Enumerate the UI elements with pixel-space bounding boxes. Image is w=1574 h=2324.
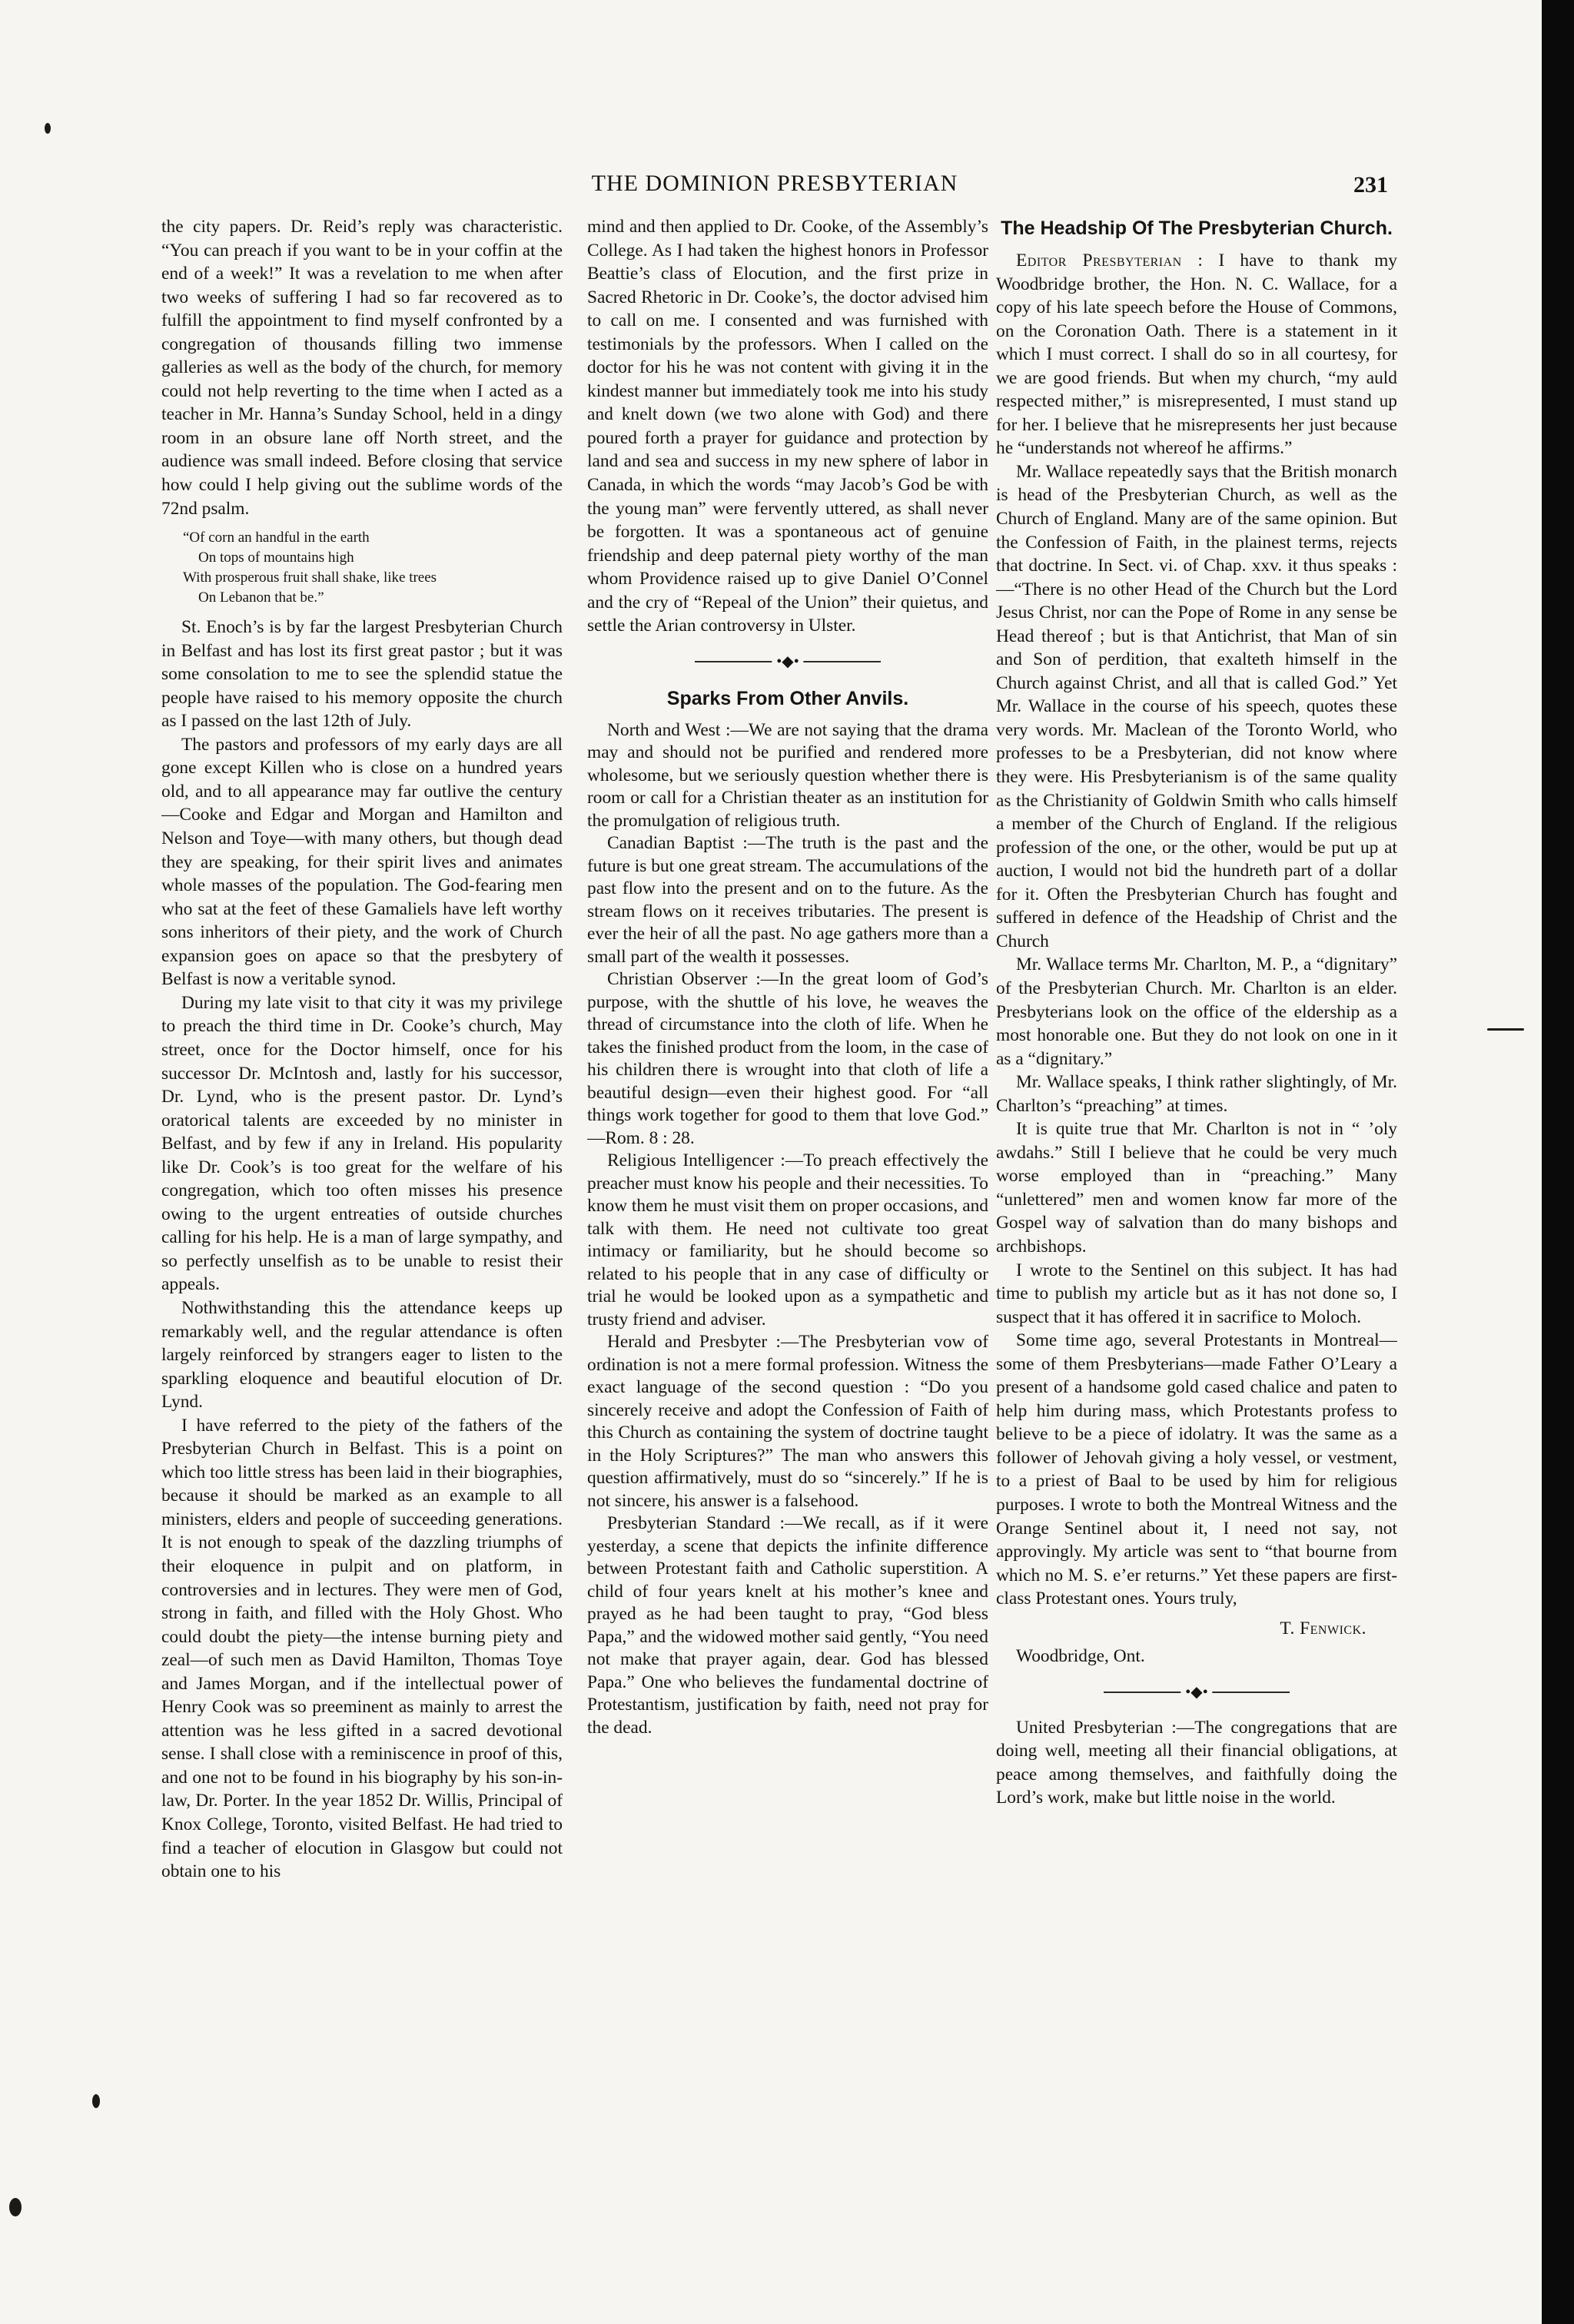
section-divider <box>996 1682 1397 1702</box>
paragraph: During my late visit to that city it was my privilege to preach the third time in Dr. Cooke’s church, May street, once for the Doctor himself, once for his successor Dr. McIntosh and, lastly for his successor, Dr. Lynd, who is the present pastor. Dr. Lynd’s oratorical talents are exceeded by no minister in Belfast, and by few if any in Ireland. His popularity like Dr. Cook’s is too great for the welfare of his congregation, which too often misses his presence owing to the urgent entreaties of outside churches calling for his help. He is a man of large sympathy, and so perfectly unselfish as to be unable to resist their appeals. <box>161 992 563 1295</box>
paragraph: The pastors and professors of my early days are all gone except Killen who is close on a hundred years old, and to all appearance may far outlive the century—Cooke and Edgar and Morgan and Hamilton and Nelson and Toye—with many others, but though dead they are speaking, for their spirit lives and animates whole masses of the population. The God-fearing men who sat at the feet of these Gamaliels have left worthy sons inheritors of their piety, and the work of Church expansion goes on apace so that the presbytery of Belfast is now a veritable synod. <box>161 734 563 990</box>
paragraph: It is quite true that Mr. Charlton is not in “ ’oly awdahs.” Still I believe that he could be very much worse employed than in “preaching.” Many “unlettered” men and women know far more of the Gospel way of salvation than do many bishops and archbishops. <box>996 1119 1397 1257</box>
paragraph: Mr. Wallace terms Mr. Charlton, M. P., a “dignitary” of the Presbyterian Church. Mr. Charlton is an elder. Presbyterians look on the office of the eldership as a most honorable one. But they do not look on one in it as a “dignitary.” <box>996 954 1397 1069</box>
quote-united-presbyterian: United Presbyterian :—The congregations that are doing well, meeting all their financial obligations, at peace among themselves, and faithfully doing the Lord’s work, make but little noise in the world. <box>996 1717 1397 1808</box>
verse-line: On tops of mountains high <box>198 549 354 566</box>
signature: T. Fenwick. <box>1280 1618 1366 1638</box>
paragraph: mind and then applied to Dr. Cooke, of the Assembly’s College. As I had taken the highest honors in Professor Beattie’s class of Elocution, and the first prize in Sacred Rhetoric in Dr. Cooke’s, the doctor advised him to call on me. I consented and was furnished with testimonials by the professors. When I called on the doctor for his he was not content with giving it in the kindest manner but immediately took me into his study and knelt down (we two alone with God) and there poured forth a prayer for guidance and protection by land and sea and success in my new sphere of labor in Canada, in which the words “may Jacob’s God be with the young man” were fervently uttered, as shall never be forgotten. It was a spontaneous act of genuine friendship and deep paternal piety worthy of the man whom Providence raised up to give Daniel O’Connel and the cry of “Repeal of the Union” their quietus, and settle the Arian controversy in Ulster. <box>587 217 988 636</box>
column-1 <box>161 215 563 2213</box>
quote-north-west: North and West :—We are not saying that the drama may and should not be purified and rendered more wholesome, but we seriously question whether there is room or call for a Christian theater as an institution for the promulgation of religious truth. <box>587 719 988 831</box>
verse-line: With prosperous fruit shall shake, like trees <box>183 569 437 586</box>
quote-canadian-baptist: Canadian Baptist :—The truth is the past and the future is but one great stream. The accumulations of the past flow into the present and on to the future. As the stream flows on it receives tributaries. The present is ever the heir of all the past. No age gathers more than a small part of the wealth it possesses. <box>587 833 988 967</box>
article-heading: The Headship Of The Presbyterian Church. <box>1001 217 1393 239</box>
column-3 <box>996 215 1397 2213</box>
running-title: THE DOMINION PRESBYTERIAN <box>591 171 958 196</box>
paragraph-text: I have to thank my Woodbridge brother, the Hon. N. C. Wallace, for a copy of his late speech before the House of Commons, on the Coronation Oath. There is a statement in it which I must correct. I shall do so in all courtesy, for we are good friends. But when my church, “my auld respected mither,” is misrepresented, I must stand up for her. I believe that he misrepresents her just because he “understands not whereof he affirms.” <box>996 251 1397 459</box>
quote-religious-intelligencer: Religious Intelligencer :—To preach effectively the preacher must know his people and their necessities. To know them he must visit them on proper occasions, and talk with them. He need not cultivate too great intimacy or familiarity, but he should become so related to his people that in any case of difficulty or trial he would be looked upon as a sympathetic and trusty friend and adviser. <box>587 1150 988 1330</box>
salutation: Editor Presbyterian : <box>1016 251 1204 271</box>
margin-speck <box>9 2198 22 2216</box>
dateline: Woodbridge, Ont. <box>1016 1646 1145 1667</box>
verse-line: “Of corn an handful in the earth <box>183 530 370 546</box>
margin-speck <box>1487 1028 1524 1031</box>
quote-presbyterian-standard: Presbyterian Standard :—We recall, as if it were yesterday, a scene that depicts the infinite difference between Protestant faith and Catholic superstition. A child of four years knelt at his mother’s knee and prayed as he had been taught to pray, “God bless Papa,” and the widowed mother said gently, “You need not make that prayer again, dear. God has blessed Papa.” One who believes the fundamental doctrine of Protestantism, justification by faith, need not pray for the dead. <box>587 1513 988 1738</box>
paragraph: St. Enoch’s is by far the largest Presbyterian Church in Belfast and has lost its first great pastor ; but it was some consolation to me to see the splendid statue the people have raised to his memory opposite the church as I passed on the last 12th of July. <box>161 617 563 732</box>
paragraph: Some time ago, several Protestants in Montreal—some of them Presbyterians—made Father O’Leary a present of a handsome gold cased chalice and paten to help him during mass, which Protestants profess to believe to be a piece of idolatry. It was the same as a follower of Jehovah giving a holy vessel, or vestment, to a priest of Baal to be used by him for religious purposes. I wrote to both the Montreal Witness and the Orange Sentinel about it, I need not say, not approvingly. My article was sent to “that bourne from which no M. S. e’er returns.” Yet these papers are first-class Protestant ones. Yours truly, <box>996 1330 1397 1609</box>
column-2 <box>587 215 988 2213</box>
psalm-verse <box>183 528 563 608</box>
quote-christian-observer: Christian Observer :—In the great loom of God’s purpose, with the shuttle of his love, he weaves the thread of circumstance into the cloth of life. When he takes the finished product from the loom, in the case of his children there is wrought into that cloth of life a beautiful design—even their highest good. For “all things work together for good to them that love God.” —Rom. 8 : 28. <box>587 969 988 1148</box>
section-divider <box>587 652 988 672</box>
paragraph: Mr. Wallace speaks, I think rather slightingly, of Mr. Charlton’s “preaching” at times. <box>996 1072 1397 1116</box>
paragraph: Nothwithstanding this the attendance keeps up remarkably well, and the regular attendance is often largely reinforced by strangers eager to listen to the sparkling eloquence and beautiful elocution of Dr. Lynd. <box>161 1297 563 1413</box>
paragraph: I have referred to the piety of the fathers of the Presbyterian Church in Belfast. This is a point on which too little stress has been laid in their biographies, because it should be marked as an example to all ministers, elders and people of succeeding generations. It is not enough to speak of the dazzling triumphs of their eloquence in pulpit and on platform, in controversies and in lectures. They were men of God, strong in faith, and filled with the Holy Ghost. Who could doubt the piety—the intense burning piety and zeal—of such men as David Hamilton, Thomas Toye and James Morgan, and if the intellectual power of Henry Cook was so preeminent as mainly to arrest the attention was he less gifted in a sacred devotional sense. I shall close with a reminiscence in proof of this, and one not to be found in his biography by his son-in-law, Dr. Porter. In the year 1852 Dr. Willis, Principal of Knox College, Toronto, visited Belfast. He had tried to find a teacher of elocution in Glasgow but could not obtain one to his <box>161 1415 563 1882</box>
page-header <box>161 171 1388 204</box>
divider-ornament: •◆• <box>1180 1682 1212 1702</box>
margin-speck <box>92 2094 100 2108</box>
quote-herald-presbyter: Herald and Presbyter :—The Presbyterian vow of ordination is not a mere formal profession. Witness the exact language of the second question : “Do you sincerely receive and adopt the Confession of Faith of this Church as containing the system of doctrine taught in the Holy Scriptures?” The man who answers this question affirmatively, must do so “sincerely.” If he is not sincere, his answer is a falsehood. <box>587 1332 988 1511</box>
section-heading: Sparks From Other Anvils. <box>666 687 909 709</box>
paragraph: Mr. Wallace repeatedly says that the British monarch is head of the Presbyterian Church, as well as the Church of England. Many are of the same opinion. But the Confession of Faith, in the plainest terms, rejects that doctrine. In Sect. vi. of Chap. xxv. it thus speaks :—“There is no other Head of the Church but the Lord Jesus Christ, nor can the Pope of Rome in any sense be Head thereof ; but is that Antichrist, that Man of sin and Son of perdition, that exalteth himself in the Church against Christ, and all that is called God.” Yet Mr. Wallace in the course of his speech, quotes these very words. Mr. Maclean of the Toronto World, who professes to be a Presbyterian, did not know where they were. His Presbyterianism is of the same quality as the Christianity of Goldwin Smith who calls himself a member of the Church of England. If the religious profession of the one, or the other, would be put up at auction, I would not bid the hundreth part of a dollar for it. Often the Presbyterian Church has fought and suffered in defence of the Headship of Christ and the Church <box>996 461 1397 951</box>
verse-line: On Lebanon that be.” <box>198 589 324 606</box>
paragraph <box>996 249 1397 460</box>
page-number: 231 <box>1353 172 1388 198</box>
divider-ornament: •◆• <box>772 652 803 672</box>
margin-speck <box>45 123 51 134</box>
paragraph: the city papers. Dr. Reid’s reply was characteristic. “You can preach if you want to be in your coffin at the end of a week!” It was a revelation to me when after two weeks of suffering I had so far recovered as to fulfill the appointment to find myself confronted by a congregation of thousands filling two immense galleries as well as the body of the church, for memory could not help reverting to the time when I acted as a teacher in Mr. Hanna’s Sunday School, held in a dingy room in an obsure lane off North street, and the audience was small indeed. Before closing that service how could I help giving out the sublime words of the 72nd psalm. <box>161 217 563 519</box>
paragraph: I wrote to the Sentinel on this subject. It has had time to publish my article but as it has not done so, I suspect that it has offered it in sacrifice to Moloch. <box>996 1260 1397 1327</box>
